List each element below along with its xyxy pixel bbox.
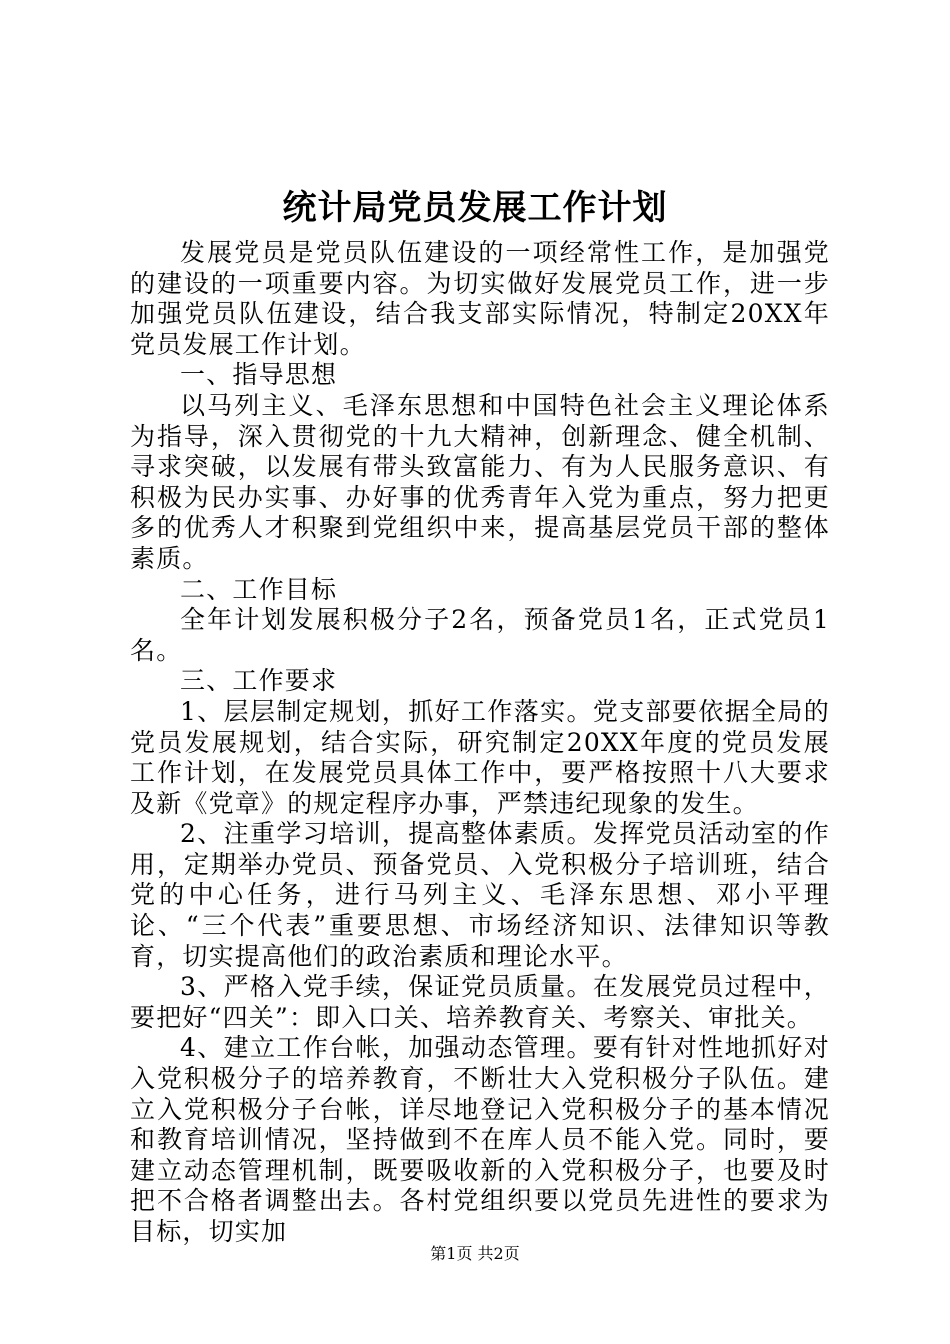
requirement-item-1: 1、层层制定规划，抓好工作落实。党支部要依据全局的党员发展规划，结合实际，研究制定20XX年度的党员发展工作计划，在发展党员具体工作中，要严格按照十八大要求及新《党章》的规定程序办事，严禁违纪现象的发生。 xyxy=(130,696,830,818)
intro-paragraph: 发展党员是党员队伍建设的一项经常性工作，是加强党的建设的一项重要内容。为切实做好发展党员工作，进一步加强党员队伍建设，结合我支部实际情况，特制定20XX年党员发展工作计划。 xyxy=(130,238,830,359)
requirement-item-3: 3、严格入党手续，保证党员质量。在发展党员过程中，要把好“四关”：即入口关、培养教育关、考察关、审批关。 xyxy=(130,972,830,1032)
document-title: 统计局党员发展工作计划 xyxy=(282,188,668,228)
section-heading-work-requirements: 三、工作要求 xyxy=(180,666,338,696)
document-body xyxy=(130,238,830,1248)
work-goals-paragraph: 全年计划发展积极分子2名，预备党员1名，正式党员1名。 xyxy=(130,605,830,665)
section-heading-work-goals: 二、工作目标 xyxy=(180,574,338,604)
requirement-item-2: 2、注重学习培训，提高整体素质。发挥党员活动室的作用，定期举办党员、预备党员、入党积极分子培训班，结合党的中心任务，进行马列主义、毛泽东思想、邓小平理论、“三个代表”重要思想、市场经济知识、法律知识等教育，切实提高他们的政治素质和理论水平。 xyxy=(130,819,830,971)
requirement-item-4: 4、建立工作台帐，加强动态管理。要有针对性地抓好对入党积极分子的培养教育，不断壮大入党积极分子队伍。建立入党积极分子台帐，详尽地登记入党积极分子的基本情况和教育培训情况，坚持做到不在库人员不能入党。同时，要建立动态管理机制，既要吸收新的入党积极分子，也要及时把不合格者调整出去。各村党组织要以党员先进性的要求为目标，切实加 xyxy=(130,1033,830,1246)
guiding-ideology-paragraph: 以马列主义、毛泽东思想和中国特色社会主义理论体系为指导，深入贯彻党的十九大精神，创新理念、健全机制、寻求突破，以发展有带头致富能力、有为人民服务意识、有积极为民办实事、办好事的优秀青年入党为重点，努力把更多的优秀人才积聚到党组织中来，提高基层党员干部的整体素质。 xyxy=(130,390,830,573)
page-number-footer: 第1页 共2页 xyxy=(430,1244,520,1263)
section-heading-guiding-ideology: 一、指导思想 xyxy=(180,360,338,390)
